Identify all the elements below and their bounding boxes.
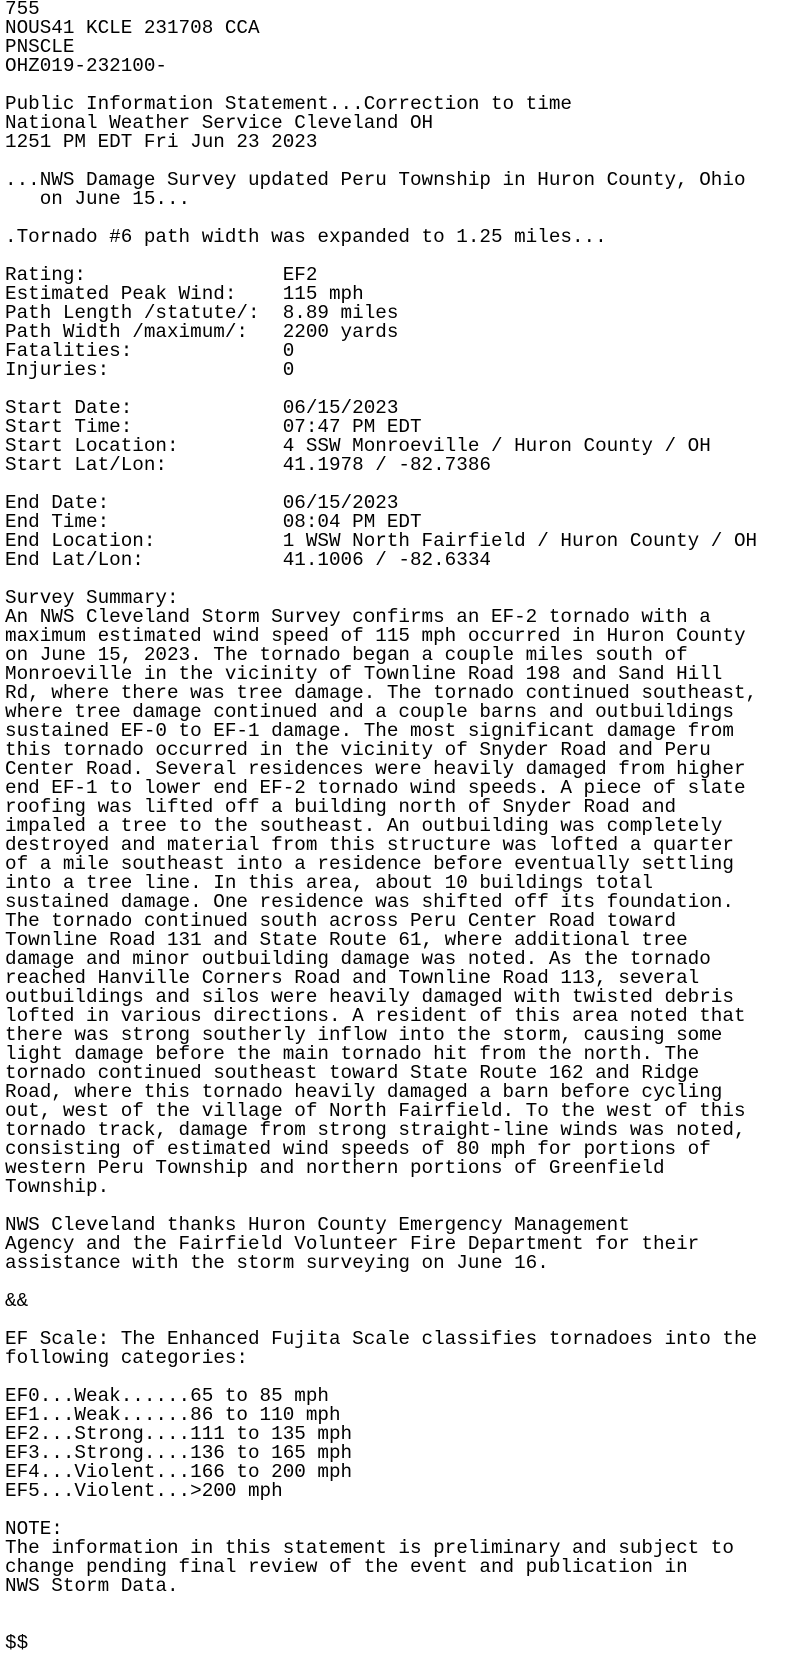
bulletin-line: PNSCLE (5, 36, 75, 58)
bulletin-line: Path Length /statute/: 8.89 miles (5, 302, 399, 324)
bulletin-line: Rd, where there was tree damage. The tornado continued southeast, (5, 682, 758, 704)
bulletin-line: Townline Road 131 and State Route 61, where additional tree (5, 929, 688, 951)
bulletin-line: lofted in various directions. A resident of this area noted that (5, 1005, 746, 1027)
bulletin-line: End Location: 1 WSW North Fairfield / Huron County / OH (5, 530, 758, 552)
bulletin-line: National Weather Service Cleveland OH (5, 112, 434, 134)
bulletin-line: change pending final review of the event and publication in (5, 1556, 688, 1578)
bulletin-line: End Date: 06/15/2023 (5, 492, 399, 514)
bulletin-line: roofing was lifted off a building north of Snyder Road and (5, 796, 677, 818)
bulletin-line: Monroeville in the vicinity of Townline Road 198 and Sand Hill (5, 663, 723, 685)
bulletin-line: there was strong southerly inflow into the storm, causing some (5, 1024, 723, 1046)
bulletin-line: sustained damage. One residence was shifted off its foundation. (5, 891, 734, 913)
bulletin-line: destroyed and material from this structure was lofted a quarter (5, 834, 734, 856)
bulletin-line: Start Time: 07:47 PM EDT (5, 416, 422, 438)
bulletin-line: Public Information Statement...Correction to time (5, 93, 572, 115)
bulletin-line: The tornado continued south across Peru Center Road toward (5, 910, 677, 932)
bulletin-line: Rating: EF2 (5, 264, 318, 286)
bulletin-line: impaled a tree to the southeast. An outbuilding was completely (5, 815, 723, 837)
bulletin-line: Fatalities: 0 (5, 340, 295, 362)
bulletin-line: tornado track, damage from strong straight-line winds was noted, (5, 1119, 746, 1141)
bulletin-line: NOTE: (5, 1518, 63, 1540)
bulletin-line: of a mile southeast into a residence before eventually settling (5, 853, 734, 875)
blank-line (5, 1615, 789, 1634)
bulletin-line: NWS Cleveland thanks Huron County Emergency Management (5, 1214, 630, 1236)
bulletin-line: western Peru Township and northern portions of Greenfield (5, 1157, 665, 1179)
bulletin-line: Agency and the Fairfield Volunteer Fire Department for their (5, 1233, 700, 1255)
bulletin-line: EF5...Violent...>200 mph (5, 1480, 283, 1502)
bulletin-line: Township. (5, 1176, 110, 1198)
bulletin-line: EF Scale: The Enhanced Fujita Scale classifies tornadoes into the (5, 1328, 758, 1350)
bulletin-line: End Time: 08:04 PM EDT (5, 511, 422, 533)
bulletin-line: Center Road. Several residences were heavily damaged from higher (5, 758, 746, 780)
bulletin-line: on June 15, 2023. The tornado began a couple miles south of (5, 644, 688, 666)
bulletin-line: maximum estimated wind speed of 115 mph occurred in Huron County (5, 625, 746, 647)
bulletin-line: The information in this statement is preliminary and subject to (5, 1537, 734, 1559)
bulletin-line: .Tornado #6 path width was expanded to 1.25 miles... (5, 226, 607, 248)
bulletin-line: following categories: (5, 1347, 248, 1369)
bulletin-line: End Lat/Lon: 41.1006 / -82.6334 (5, 549, 491, 571)
bulletin-line: Path Width /maximum/: 2200 yards (5, 321, 399, 343)
bulletin-line: light damage before the main tornado hit from the north. The (5, 1043, 700, 1065)
bulletin-line: sustained EF-0 to EF-1 damage. The most significant damage from (5, 720, 734, 742)
blank-line (5, 1501, 789, 1520)
bulletin-line: $$ (5, 1632, 29, 1654)
bulletin-line: consisting of estimated wind speeds of 80 mph for portions of (5, 1138, 711, 1160)
bulletin-line: && (5, 1290, 29, 1312)
bulletin-line: end EF-1 to lower end EF-2 tornado wind speeds. A piece of slate (5, 777, 746, 799)
bulletin-line: 1251 PM EDT Fri Jun 23 2023 (5, 131, 318, 153)
bulletin-line: Start Lat/Lon: 41.1978 / -82.7386 (5, 454, 491, 476)
bulletin-line: NWS Storm Data. (5, 1575, 179, 1597)
bulletin-line: EF1...Weak......86 to 110 mph (5, 1404, 341, 1426)
bulletin-line: damage and minor outbuilding damage was noted. As the tornado (5, 948, 711, 970)
bulletin-line: EF2...Strong....111 to 135 mph (5, 1423, 353, 1445)
bulletin-line: on June 15... (5, 188, 191, 210)
bulletin-line: 755 (5, 0, 40, 20)
blank-line (5, 1596, 789, 1615)
bulletin-line: into a tree line. In this area, about 10 buildings total (5, 872, 653, 894)
bulletin-line: assistance with the storm surveying on June 16. (5, 1252, 549, 1274)
bulletin-line: Start Location: 4 SSW Monroeville / Huron County / OH (5, 435, 711, 457)
bulletin-line: OHZ019-232100- (5, 55, 167, 77)
bulletin-line: this tornado occurred in the vicinity of Snyder Road and Peru (5, 739, 711, 761)
blank-line (5, 1273, 789, 1292)
bulletin-line: out, west of the village of North Fairfield. To the west of this (5, 1100, 746, 1122)
bulletin-line: Road, where this tornado heavily damaged a barn before cycling (5, 1081, 723, 1103)
bulletin-line: EF0...Weak......65 to 85 mph (5, 1385, 329, 1407)
bulletin-line: Survey Summary: (5, 587, 179, 609)
bulletin-line: Start Date: 06/15/2023 (5, 397, 399, 419)
bulletin-line: ...NWS Damage Survey updated Peru Township in Huron County, Ohio (5, 169, 746, 191)
bulletin-line: An NWS Cleveland Storm Survey confirms an EF-2 tornado with a (5, 606, 711, 628)
bulletin-line: EF4...Violent...166 to 200 mph (5, 1461, 353, 1483)
bulletin-line: Injuries: 0 (5, 359, 295, 381)
bulletin-line: Estimated Peak Wind: 115 mph (5, 283, 364, 305)
bulletin-line: tornado continued southeast toward State Route 162 and Ridge (5, 1062, 700, 1084)
bulletin-line: NOUS41 KCLE 231708 CCA (5, 17, 260, 39)
bulletin-line: EF3...Strong....136 to 165 mph (5, 1442, 353, 1464)
bulletin-line: reached Hanville Corners Road and Townline Road 113, several (5, 967, 700, 989)
bulletin-line: where tree damage continued and a couple barns and outbuildings (5, 701, 734, 723)
bulletin-line: outbuildings and silos were heavily damaged with twisted debris (5, 986, 734, 1008)
